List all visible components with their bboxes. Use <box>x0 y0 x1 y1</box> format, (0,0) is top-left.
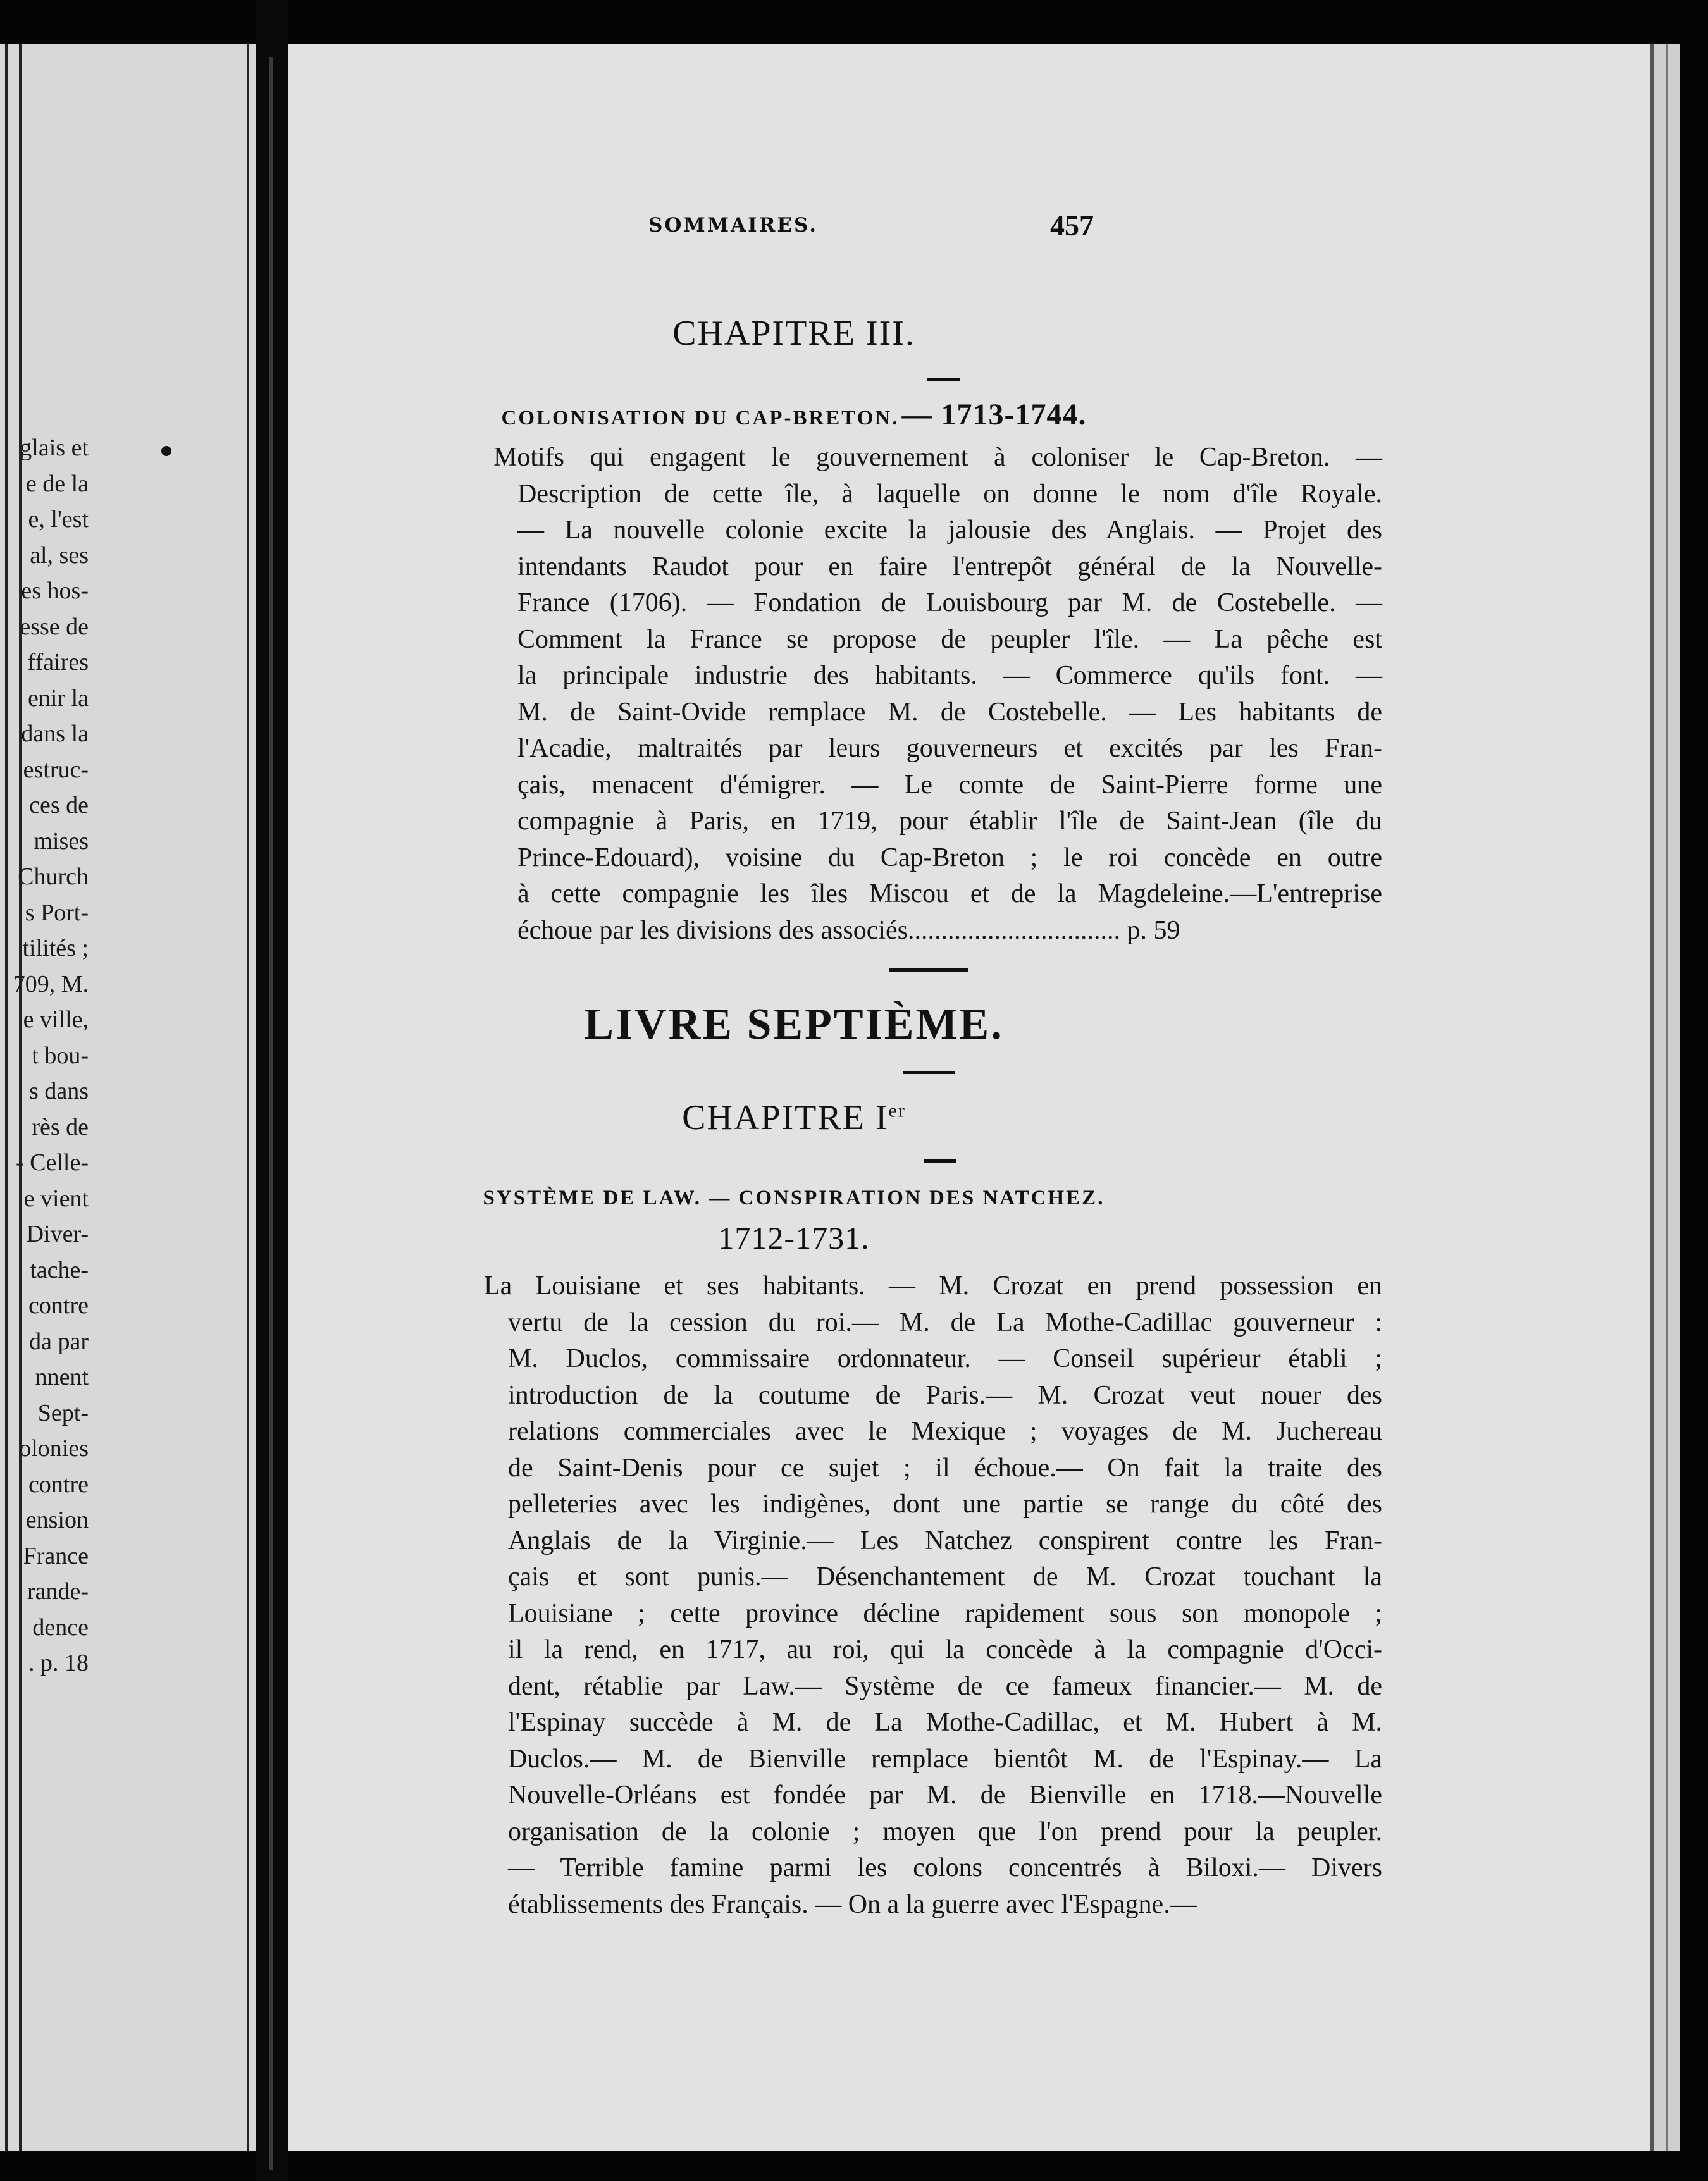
summary-line: échoue par les divisions des associés................................ p. 59 <box>517 915 1180 945</box>
summary-line: — La nouvelle colonie excite la jalousie des Anglais. — Projet des <box>517 516 1382 545</box>
summary-line: introduction de la coutume de Paris.— M. Crozat veut nouer des <box>508 1380 1382 1410</box>
left-page-line: nnent <box>35 1364 89 1390</box>
summary-line: l'Espinay succède à M. de La Mothe-Cadillac, et M. Hubert à M. <box>508 1708 1382 1737</box>
summary-line: France (1706). — Fondation de Louisbourg par M. de Costebelle. — <box>517 588 1382 617</box>
left-page-line: rande- <box>27 1578 89 1605</box>
left-page-line: glais et <box>20 435 89 461</box>
page-edge-line <box>1650 44 1654 2151</box>
left-page-line: ension <box>25 1507 89 1533</box>
short-rule <box>903 1071 955 1074</box>
chapter-1-title: CHAPITRE I <box>682 1098 889 1137</box>
chapter-1-dates-line <box>351 1220 1237 1256</box>
chapter-1-summary <box>484 1268 1382 1923</box>
page-edge-line <box>1666 44 1668 2151</box>
running-title: SOMMAIRES. <box>648 214 819 237</box>
left-page-line: tache- <box>30 1256 89 1283</box>
short-rule <box>927 378 960 381</box>
summary-line: pelleteries avec les indigènes, dont une partie se range du côté des <box>508 1490 1382 1519</box>
summary-line: Description de cette île, à laquelle on donne le nom d'île Royale. <box>517 479 1382 509</box>
summary-line: Motifs qui engagent le gouvernement à coloniser le Cap-Breton. — <box>493 443 1382 472</box>
summary-line: établissements des Français. — On a la guerre avec l'Espagne.— <box>508 1889 1197 1919</box>
left-page-line: da par <box>29 1328 89 1355</box>
summary-line: vertu de la cession du roi.— M. de La Mothe-Cadillac gouverneur : <box>508 1307 1382 1337</box>
chapter-3-dates: — 1713-1744. <box>901 398 1087 431</box>
summary-line: il la rend, en 1717, au roi, qui la concède à la compagnie d'Occi- <box>508 1635 1382 1664</box>
summary-line: M. Duclos, commissaire ordonnateur. — Conseil supérieur établi ; <box>508 1344 1382 1373</box>
page-edge-line <box>247 44 249 2151</box>
ink-dot <box>161 446 171 456</box>
summary-line: M. de Saint-Ovide remplace M. de Costebelle. — Les habitants de <box>517 697 1382 727</box>
left-page-line: Diver- <box>26 1221 89 1247</box>
left-page-line: t bou- <box>32 1042 89 1069</box>
left-page-line: s dans <box>29 1078 89 1104</box>
chapter-1-subtitle-line <box>351 1187 1237 1210</box>
summary-line: dent, rétablie par Law.— Système de ce fameux financier.— M. de <box>508 1671 1382 1701</box>
left-page-line: . p. 18 <box>28 1650 89 1676</box>
summary-line: La Louisiane et ses habitants. — M. Crozat en prend possession en <box>484 1271 1382 1301</box>
left-page-line: e, l'est <box>28 506 89 533</box>
left-page-line: Church <box>18 863 89 890</box>
left-page-line: ffaires <box>27 649 89 676</box>
left-page-line: e vient <box>23 1185 89 1212</box>
gutter-line <box>269 57 273 2170</box>
summary-line: Louisiane ; cette province décline rapidement sous son monopole ; <box>508 1598 1382 1628</box>
left-page-line: dence <box>32 1614 89 1641</box>
short-rule <box>924 1159 956 1163</box>
summary-line: çais, menacent d'émigrer. — Le comte de Saint-Pierre forme une <box>517 770 1382 800</box>
chapter-1-title-sup: er <box>888 1100 906 1121</box>
summary-line: la principale industrie des habitants. — Commerce qu'ils font. — <box>517 661 1382 690</box>
summary-line: l'Acadie, maltraités par leurs gouverneurs et excités par les Fran- <box>517 734 1382 763</box>
left-page-line: enir la <box>27 684 89 712</box>
left-page-line: e de la <box>25 470 89 497</box>
summary-line: Prince-Edouard), voisine du Cap-Breton ; le roi concède en outre <box>517 843 1382 872</box>
left-page-line: mises <box>34 827 89 855</box>
left-page-line: tilités ; <box>22 935 89 961</box>
left-page-line: al, ses <box>30 541 89 569</box>
summary-line: çais et sont punis.— Désenchantement de M. Crozat touchant la <box>508 1562 1382 1591</box>
left-page-line: es hos- <box>21 578 89 604</box>
left-page-line: 709, M. <box>13 970 89 998</box>
left-page-line: contre <box>28 1292 89 1319</box>
page-number: 457 <box>1050 209 1094 242</box>
summary-line: intendants Raudot pour en faire l'entrepôt général de la Nouvelle- <box>517 552 1382 581</box>
summary-line: — Terrible famine parmi les colons concentrés à Biloxi.— Divers <box>508 1853 1382 1882</box>
summary-line: de Saint-Denis pour ce sujet ; il échoue.— On fait la traite des <box>508 1453 1382 1483</box>
chapter-3-title: CHAPITRE III. <box>672 314 915 353</box>
summary-line: Comment la France se propose de peupler l'île. — La pêche est <box>517 624 1382 654</box>
left-page-line: dans la <box>21 720 89 747</box>
left-page-line: e ville, <box>23 1006 89 1033</box>
summary-line: à cette compagnie les îles Miscou et de la Magdeleine.—L'entreprise <box>517 879 1382 908</box>
chapter-1-title-line <box>351 1097 1237 1138</box>
section-rule <box>889 968 968 972</box>
left-page-line: - Celle- <box>15 1149 89 1176</box>
chapter-1-dates: 1712-1731. <box>718 1220 870 1256</box>
left-page-line: olonies <box>19 1435 89 1462</box>
chapter-3-subtitle: COLONISATION DU CAP-BRETON. <box>501 407 900 429</box>
summary-line: Anglais de la Virginie.— Les Natchez conspirent contre les Fran- <box>508 1526 1382 1555</box>
left-page-line: rès de <box>32 1113 89 1140</box>
book-title: LIVRE SEPTIÈME. <box>584 1000 1004 1049</box>
left-page-line: contre <box>28 1471 89 1498</box>
chapter-3-subtitle-line <box>351 397 1237 432</box>
summary-line: Duclos.— M. de Bienville remplace bientôt M. de l'Espinay.— La <box>508 1744 1382 1774</box>
left-page-line: esse de <box>20 613 89 640</box>
left-facing-page <box>0 44 256 2151</box>
chapter-3-summary <box>493 440 1382 949</box>
left-page-line: France <box>23 1542 89 1569</box>
summary-line: relations commerciales avec le Mexique ; voyages de M. Juchereau <box>508 1417 1382 1446</box>
summary-line: compagnie à Paris, en 1719, pour établir l'île de Saint-Jean (île du <box>517 806 1382 836</box>
summary-line: Nouvelle-Orléans est fondée par M. de Bienville en 1718.—Nouvelle <box>508 1781 1382 1810</box>
left-page-line: estruc- <box>23 756 89 783</box>
chapter-1-subtitle: SYSTÈME DE LAW. — CONSPIRATION DES NATCHEZ. <box>483 1187 1105 1209</box>
left-page-line: ces de <box>29 792 89 819</box>
summary-line: organisation de la colonie ; moyen que l'on prend pour la peupler. <box>508 1817 1382 1846</box>
left-page-line: s Port- <box>25 899 89 926</box>
left-page-text-fragments <box>0 430 89 1681</box>
left-page-line: Sept- <box>37 1399 89 1426</box>
